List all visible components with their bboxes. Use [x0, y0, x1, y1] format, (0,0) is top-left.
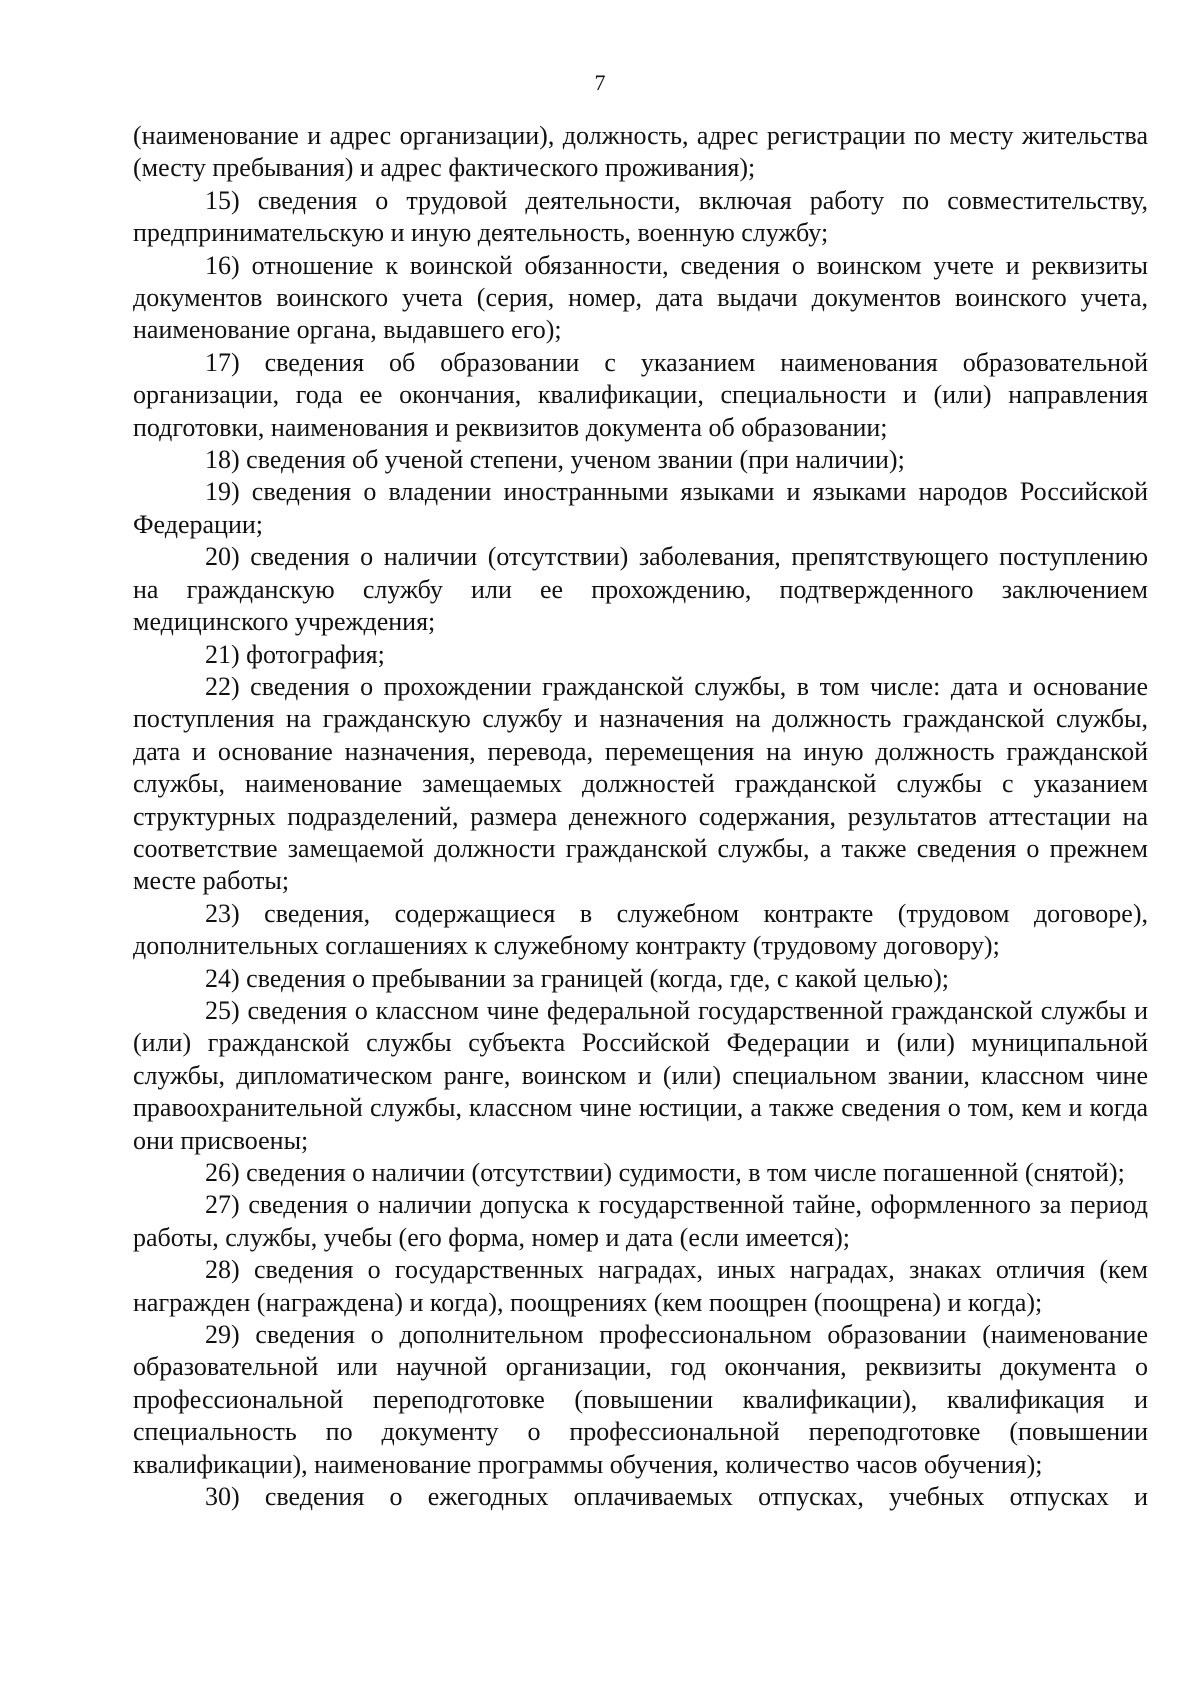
list-item-16: 16) отношение к воинской обязанности, сведения о воинском учете и реквизиты документов воинского учета (серия, номер, дата выдачи документов воинского учета, наименование органа, выдавшего его); — [133, 250, 1148, 345]
list-item-25: 25) сведения о классном чине федеральной государственной гражданской службы и (или) гражданской службы субъекта Российской Федерации и (или) муниципальной службы, дипломатическом ранге, воинском и (или) специальном звании, классном чине правоохранительной службы, классном чине юстиции, а также сведения о том, кем и когда они присвоены; — [133, 995, 1148, 1155]
list-item-17: 17) сведения об образовании с указанием наименования образовательной организации, года ее окончания, квалификации, специальности и (или) направления подготовки, наименования и реквизитов документа об образовании; — [133, 347, 1148, 442]
list-item-20: 20) сведения о наличии (отсутствии) заболевания, препятствующего поступлению на гражданскую службу или ее прохождению, подтвержденного заключением медицинского учреждения; — [133, 542, 1148, 637]
list-item-22: 22) сведения о прохождении гражданской службы, в том числе: дата и основание поступления на гражданскую службу и назначения на должность гражданской службы, дата и основание назначения, перевода, перемещения на иную должность гражданской службы, наименование замещаемых должностей гражданской службы с указанием структурных подразделений, размера денежного содержания, результатов аттестации на соответствие замещаемой должности гражданской службы, а также сведения о прежнем месте работы; — [133, 671, 1148, 896]
list-item-15: 15) сведения о трудовой деятельности, включая работу по совместительству, предпринимательскую и иную деятельность, военную службу; — [133, 185, 1148, 248]
list-item-29: 29) сведения о дополнительном профессиональном образовании (наименование образовательной или научной организации, год окончания, реквизиты документа о профессиональной переподготовке (повышении квалификации), квалификация и специальность по документу о профессиональной переподготовке (повышении квалификации), наименование программы обучения, количество часов обучения); — [133, 1320, 1148, 1479]
list-item-23: 23) сведения, содержащиеся в служебном контракте (трудовом договоре), дополнительных соглашениях к служебному контракту (трудовому договору); — [133, 898, 1148, 961]
document-body — [133, 120, 1148, 1513]
list-item-28: 28) сведения о государственных наградах, иных наградах, знаках отличия (кем награжден (награждена) и когда), поощрениях (кем поощрен (поощрена) и когда); — [133, 1255, 1148, 1317]
list-item-30: 30) сведения о ежегодных оплачиваемых отпусках, учебных отпусках и — [205, 1482, 1148, 1512]
list-item-19: 19) сведения о владении иностранными языками и языками народов Российской Федерации; — [133, 477, 1148, 539]
paragraph-continuation: (наименование и адрес организации), должность, адрес регистрации по месту жительства (месту пребывания) и адрес фактического проживания); — [133, 121, 1148, 183]
list-item-21: 21) фотография; — [205, 639, 385, 669]
list-item-27: 27) сведения о наличии допуска к государственной тайне, оформленного за период работы, службы, учебы (его форма, номер и дата (если имеется); — [133, 1190, 1148, 1252]
list-item-24: 24) сведения о пребывании за границей (когда, где, с какой целью); — [205, 963, 950, 993]
list-item-18: 18) сведения об ученой степени, ученом звании (при наличии); — [205, 445, 905, 475]
list-item-26: 26) сведения о наличии (отсутствии) судимости, в том числе погашенной (снятой); — [205, 1158, 1125, 1187]
page-number: 7 — [594, 70, 606, 95]
